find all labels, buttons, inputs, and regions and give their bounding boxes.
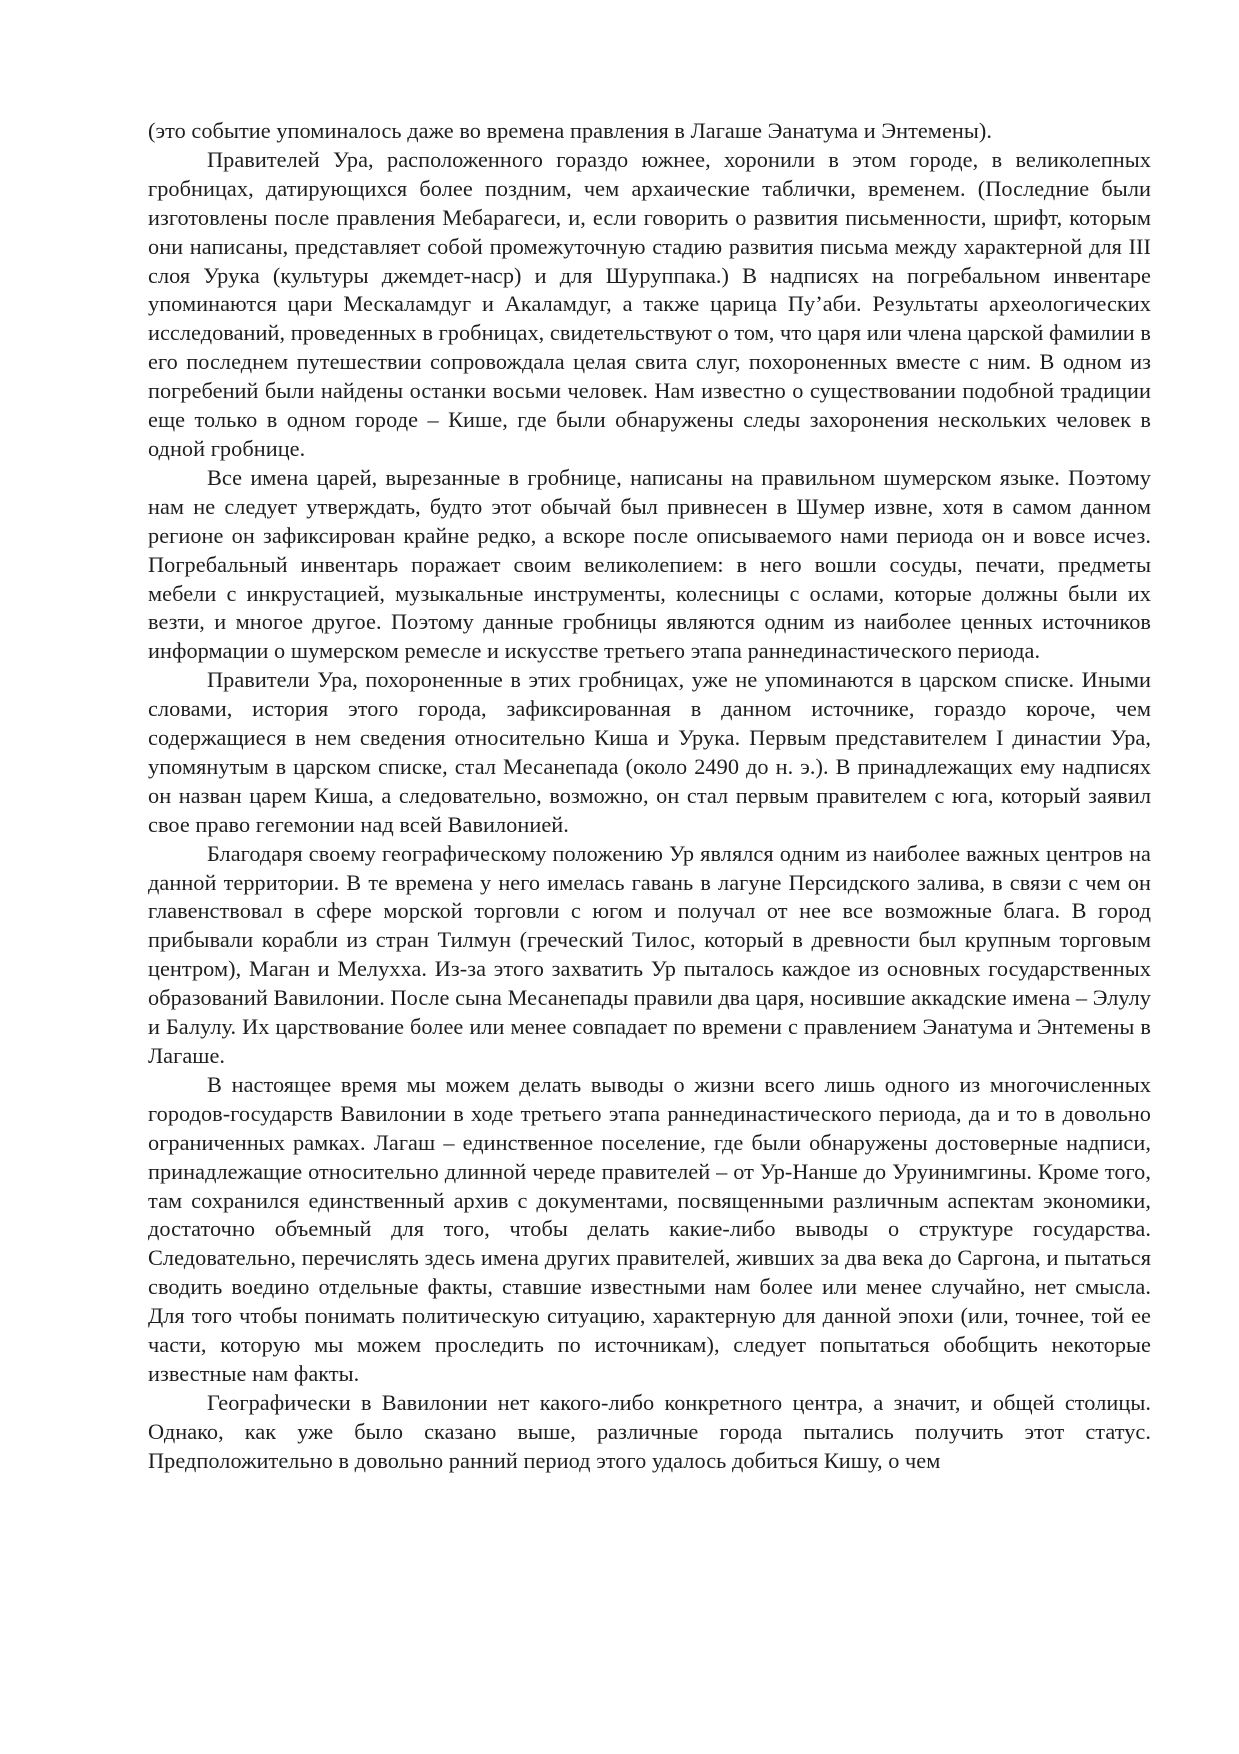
document-page <box>148 117 1151 1476</box>
paragraph-geography-ur: Благодаря своему географическому положению Ур являлся одним из наиболее важных центров на данной территории. В те времена у него имелась гавань в лагуне Персидского залива, в связи с чем он главенствовал в сфере морской торговли с югом и получал от нее все возможные блага. В город прибывали корабли из стран Тилмун (греческий Тилос, который в древности был крупным торговым центром), Маган и Мелухха. Из-за этого захватить Ур пыталось каждое из основных государственных образований Вавилонии. После сына Месанепады правили два царя, носившие аккадские имена – Элулу и Балулу. Их царствование более или менее совпадает по времени с правлением Эанатума и Энтемены в Лагаше. <box>148 840 1151 1068</box>
paragraph-ur-tombs: Правителей Ура, расположенного гораздо южнее, хоронили в этом городе, в великолепных гробницах, датирующихся более поздним, чем архаические таблички, временем. (Последние были изготовлены после правления Мебарагеси, и, если говорить о развития письменности, шрифт, которым они написаны, представляет собой промежуточную стадию развития письма между характерной для III слоя Урука (культуры джемдет-наср) и для Шуруппака.) В надписях на погребальном инвентаре упоминаются цари Мескаламдуг и Акаламдуг, а также царица Пу’аби. Результаты археологических исследований, проведенных в гробницах, свидетельствуют о том, что царя или члена царской фамилии в его последнем путешествии сопровождала целая свита слуг, похороненных вместе с ним. В одном из погребений были найдены останки восьми человек. Нам известно о существовании подобной традиции еще только в одном городе – Кише, где были обнаружены следы захоронения нескольких человек в одной гробнице. <box>148 146 1151 461</box>
paragraph-king-names: Все имена царей, вырезанные в гробнице, написаны на правильном шумерском языке. Поэтому нам не следует утверждать, будто этот обычай был привнесен в Шумер извне, хотя в самом данном регионе он зафиксирован крайне редко, а вскоре после описываемого нами периода он и вовсе исчез. Погребальный инвентарь поражает своим великолепием: в него вошли сосуды, печати, предметы мебели с инкрустацией, музыкальные инструменты, колесницы с ослами, которые должны были их везти, и многое другое. Поэтому данные гробницы являются одним из наиболее ценных источников информации о шумерском ремесле и искусстве третьего этапа раннединастического периода. <box>148 464 1151 664</box>
paragraph-lagash: В настоящее время мы можем делать выводы о жизни всего лишь одного из многочисленных городов-государств Вавилонии в ходе третьего этапа раннединастического периода, да и то в довольно ограниченных рамках. Лагаш – единственное поселение, где были обнаружены достоверные надписи, принадлежащие относительно длинной череде правителей – от Ур-Нанше до Уруинимгины. Кроме того, там сохранился единственный архив с документами, посвященными различным аспектам экономики, достаточно объемный для того, чтобы делать какие-либо выводы о структуре государства. Следовательно, перечислять здесь имена других правителей, живших за два века до Саргона, и пытаться сводить воедино отдельные факты, ставшие известными нам более или менее случайно, нет смысла. Для того чтобы понимать политическую ситуацию, характерную для данной эпохи (или, точнее, той ее части, которую мы можем проследить по источникам), следует попытаться обобщить некоторые известные нам факты. <box>148 1071 1151 1386</box>
paragraph-ur-rulers: Правители Ура, похороненные в этих гробницах, уже не упоминаются в царском списке. Иными словами, история этого города, зафиксированная в данном источнике, гораздо короче, чем содержащиеся в нем сведения относительно Киша и Урука. Первым представителем I династии Ура, упомянутым в царском списке, стал Месанепада (около 2490 до н. э.). В принадлежащих ему надписях он назван царем Киша, а следовательно, возможно, он стал первым правителем с юга, который заявил свое право гегемонии над всей Вавилонией. <box>148 667 1151 837</box>
paragraph-babylonia-capital: Географически в Вавилонии нет какого-либо конкретного центра, а значит, и общей столицы. Однако, как уже было сказано выше, различные города пытались получить этот статус. Предположительно в довольно ранний период этого удалось добиться Кишу, о чем <box>148 1389 1151 1473</box>
paragraph-continuation: (это событие упоминалось даже во времена правления в Лагаше Эанатума и Энтемены). <box>148 118 993 143</box>
